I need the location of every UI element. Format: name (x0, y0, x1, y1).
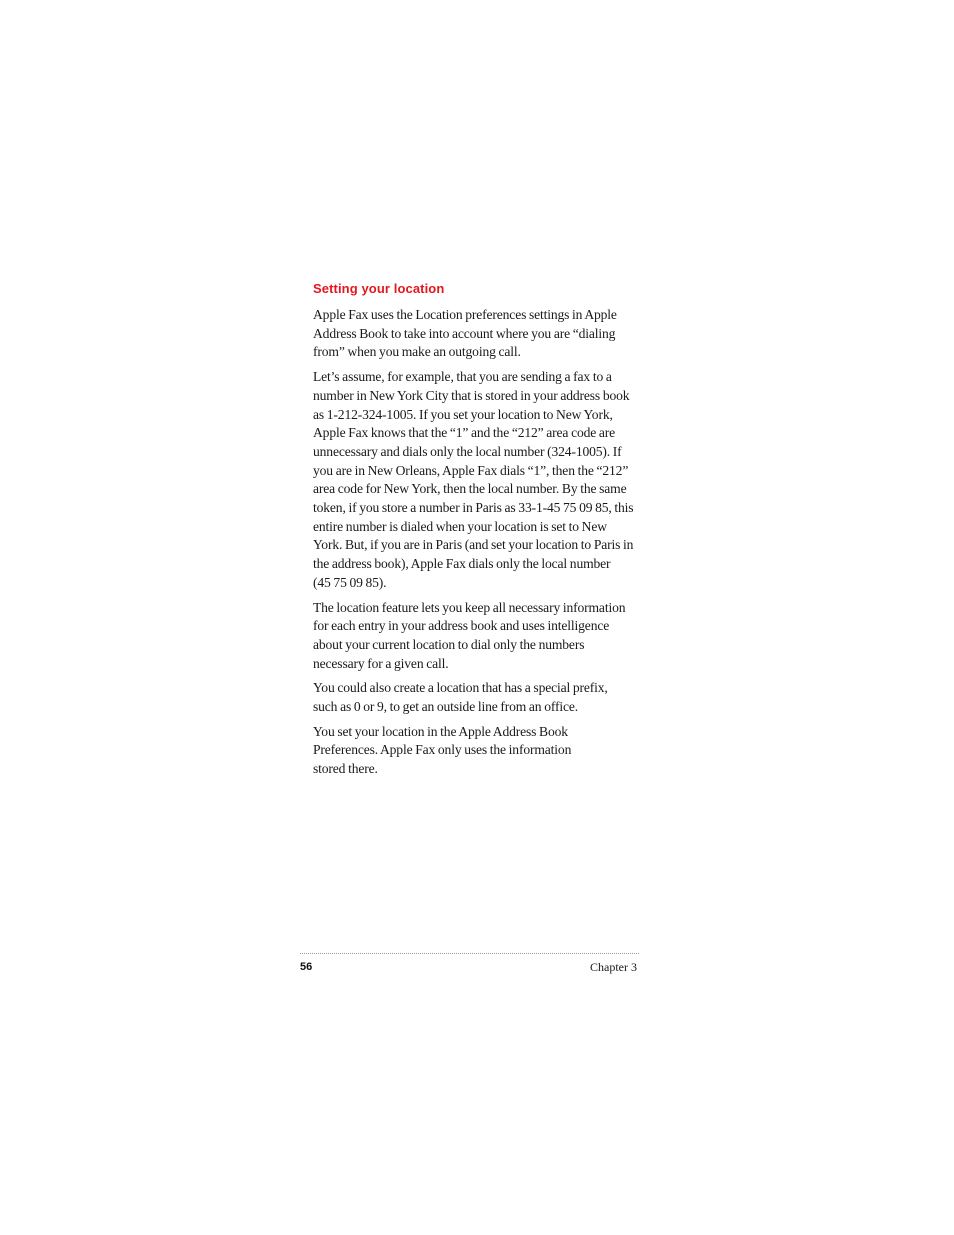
paragraph-line: stored there. (313, 761, 378, 777)
paragraph-line: unnecessary and dials only the local number (324-1005). If (313, 443, 622, 459)
paragraph-line: Let’s assume, for example, that you are sending a fax to a (313, 369, 612, 385)
paragraph-line: the address book), Apple Fax dials only the local number (313, 556, 611, 572)
paragraph-line: from” when you make an outgoing call. (313, 344, 521, 360)
paragraph-line: You set your location in the Apple Address Book (313, 723, 568, 739)
paragraph-line: (45 75 09 85). (313, 574, 387, 590)
paragraph-line: such as 0 or 9, to get an outside line from an office. (313, 699, 579, 715)
paragraph-line: as 1-212-324-1005. If you set your location to New York, (313, 406, 613, 422)
paragraph-line: Address Book to take into account where you are “dialing (313, 325, 616, 341)
paragraph-line: for each entry in your address book and uses intelligence (313, 618, 610, 634)
paragraph-location-feature (313, 599, 638, 674)
paragraph-line: necessary for a given call. (313, 655, 449, 671)
page-body (313, 280, 638, 785)
paragraph-line: you are in New Orleans, Apple Fax dials “1”, then the “212” (313, 462, 629, 478)
section-heading: Setting your location (313, 281, 445, 296)
paragraph-special-prefix (313, 679, 638, 716)
paragraph-line: about your current location to dial only the numbers (313, 636, 585, 652)
paragraph-line: entire number is dialed when your location is set to New (313, 518, 607, 534)
paragraph-line: You could also create a location that has a special prefix, (313, 680, 608, 696)
paragraph-line: Apple Fax uses the Location preferences settings in Apple (313, 307, 617, 322)
paragraph-line: area code for New York, then the local number. By the same (313, 481, 627, 497)
footer-divider (300, 953, 639, 954)
paragraph-line: Apple Fax knows that the “1” and the “212” area code are (313, 425, 616, 441)
page-number: 56 (300, 961, 313, 973)
paragraph-line: Preferences. Apple Fax only uses the information (313, 742, 572, 758)
paragraph-line: number in New York City that is stored in your address book (313, 387, 630, 403)
paragraph-example (313, 368, 638, 592)
paragraph-location-preferences (313, 306, 638, 362)
paragraph-set-location (313, 723, 638, 779)
paragraph-line: token, if you store a number in Paris as 33-1-45 75 09 85, this (313, 500, 634, 516)
chapter-label: Chapter 3 (590, 960, 637, 974)
paragraph-line: York. But, if you are in Paris (and set your location to Paris in (313, 537, 634, 553)
paragraph-line: The location feature lets you keep all necessary information (313, 599, 626, 615)
